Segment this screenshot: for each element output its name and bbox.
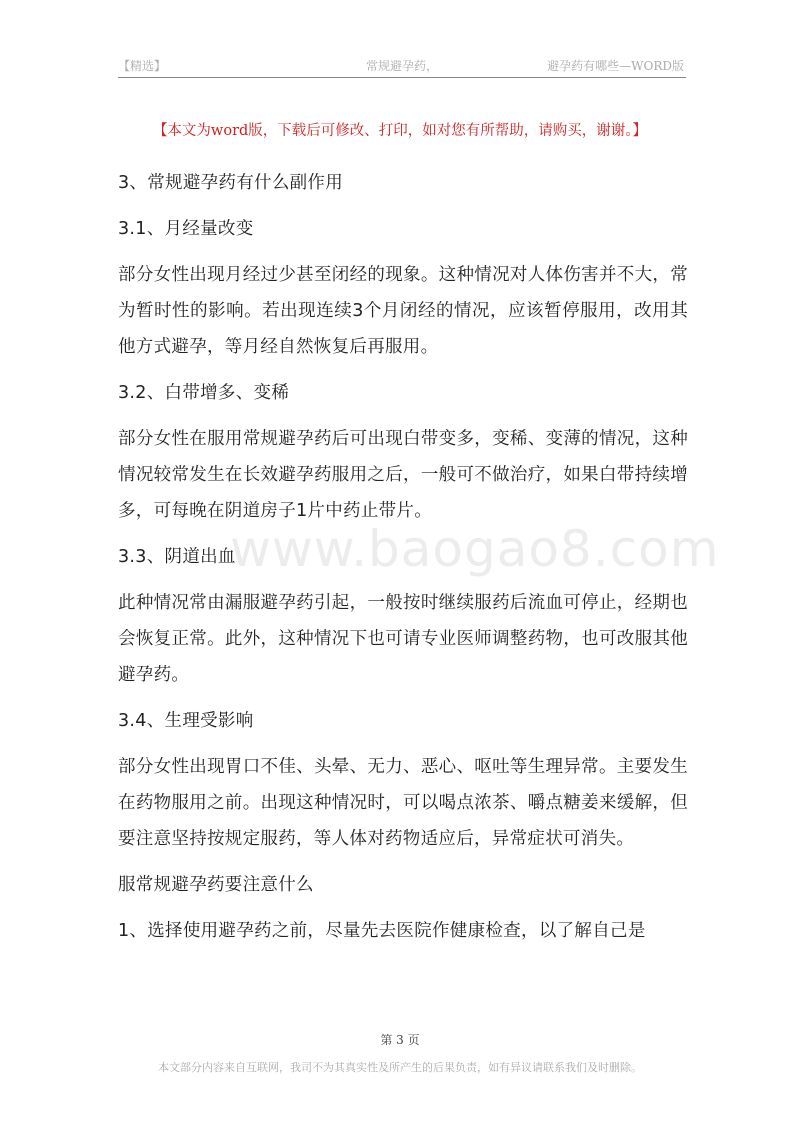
page-header — [118, 57, 686, 78]
section-heading: 3、常规避孕药有什么副作用 — [118, 173, 344, 193]
site-watermark: www.baogao8.com — [230, 520, 720, 578]
header-right-label: 避孕药有哪些—WORD版 — [547, 59, 684, 73]
page-number: 第 3 页 — [380, 1033, 420, 1047]
page-footer-disclaimer: 本文部分内容来自互联网，我司不为其真实性及所产生的后果负责，如有异议请联系我们及时删除。 — [158, 1061, 642, 1074]
section-heading: 服常规避孕药要注意什么 — [118, 875, 314, 895]
header-left-label: 【精选】 — [118, 59, 167, 73]
subsection-heading: 3.1、月经量改变 — [118, 219, 254, 239]
subsection-heading: 3.4、生理受影响 — [118, 711, 254, 731]
download-notice: 【本文为word版，下载后可修改、打印，如对您有所帮助，请购买，谢谢。】 — [152, 123, 648, 139]
body-paragraph: 部分女性出现月经过少甚至闭经的现象。这种情况对人体伤害并不大，常为暂时性的影响。若出现连续3个月闭经的情况，应该暂停服用，改用其他方式避孕，等月经自然恢复后再服用。 — [118, 265, 688, 357]
body-paragraph: 1、选择使用避孕药之前，尽量先去医院作健康检查，以了解自己是 — [118, 921, 646, 941]
subsection-heading: 3.3、阴道出血 — [118, 547, 236, 567]
body-paragraph: 部分女性出现胃口不佳、头晕、无力、恶心、呕吐等生理异常。主要发生在药物服用之前。出现这种情况时，可以喝点浓茶、嚼点糖姜来缓解，但要注意坚持按规定服药，等人体对药物适应后，异常症状可消失。 — [118, 757, 688, 849]
header-center-label: 常规避孕药， — [366, 59, 439, 73]
body-paragraph: 此种情况常由漏服避孕药引起，一般按时继续服药后流血可停止，经期也会恢复正常。此外，这种情况下也可请专业医师调整药物，也可改服其他避孕药。 — [118, 593, 688, 685]
document-body — [118, 165, 688, 959]
subsection-heading: 3.2、白带增多、变稀 — [118, 383, 290, 403]
body-paragraph: 部分女性在服用常规避孕药后可出现白带变多，变稀、变薄的情况，这种情况较常发生在长效避孕药服用之后，一般可不做治疗，如果白带持续增多，可每晚在阴道房子1片中药止带片。 — [118, 429, 688, 521]
